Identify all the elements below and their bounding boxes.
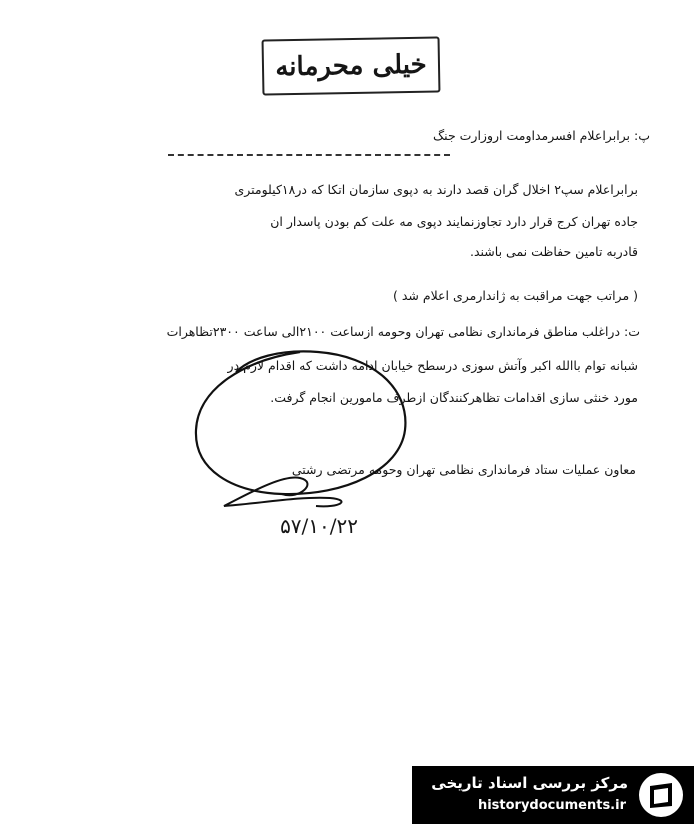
signature-loop (196, 351, 406, 494)
report-line-2: شبانه توام باالله اکبر وآتش سوزی درسطح خیابان ادامه داشت که اقدام لازم در (227, 358, 638, 373)
archive-footer (412, 766, 694, 824)
archive-logo-icon (636, 770, 686, 820)
body-line-2: جاده تهران کرج قرار دارد تجاوزنمایند دپوی مه علت کم بودن پاسدار ان (270, 214, 638, 229)
body-line-1: برابراعلام سپ۲ اخلال گران قصد دارند به دپوی سازمان اتکا که در۱۸کیلومتری (234, 182, 638, 197)
handwritten-date: ۵۷/۱۰/۲۲ (280, 514, 358, 538)
archive-title: مرکز بررسی اسناد تاریخی (431, 774, 628, 792)
signature-line: معاون عملیات ستاد فرمانداری نظامی تهران وحومه مرتضی رشتی (291, 462, 636, 477)
report-line-3: مورد خنثی سازی اقدامات تظاهرکنندگان ازطرف مامورین انجام گرفت. (270, 390, 638, 405)
archive-url: historydocuments.ir (477, 798, 626, 813)
classification-stamp: خیلی محرمانه (262, 36, 441, 95)
report-line-1: ت: دراغلب مناطق فرمانداری نظامی تهران وحومه ازساعت ۲۱۰۰الی ساعت ۲۳۰۰تظاهرات (166, 324, 640, 339)
addressee-line: پ: برابراعلام افسرمداومت اروزارت جنگ (432, 128, 650, 143)
body-line-3: قادربه تامین حفاظت نمی باشند. (469, 244, 638, 259)
note-line: ( مراتب جهت مراقبت به ژاندارمری اعلام شد ) (393, 288, 638, 303)
